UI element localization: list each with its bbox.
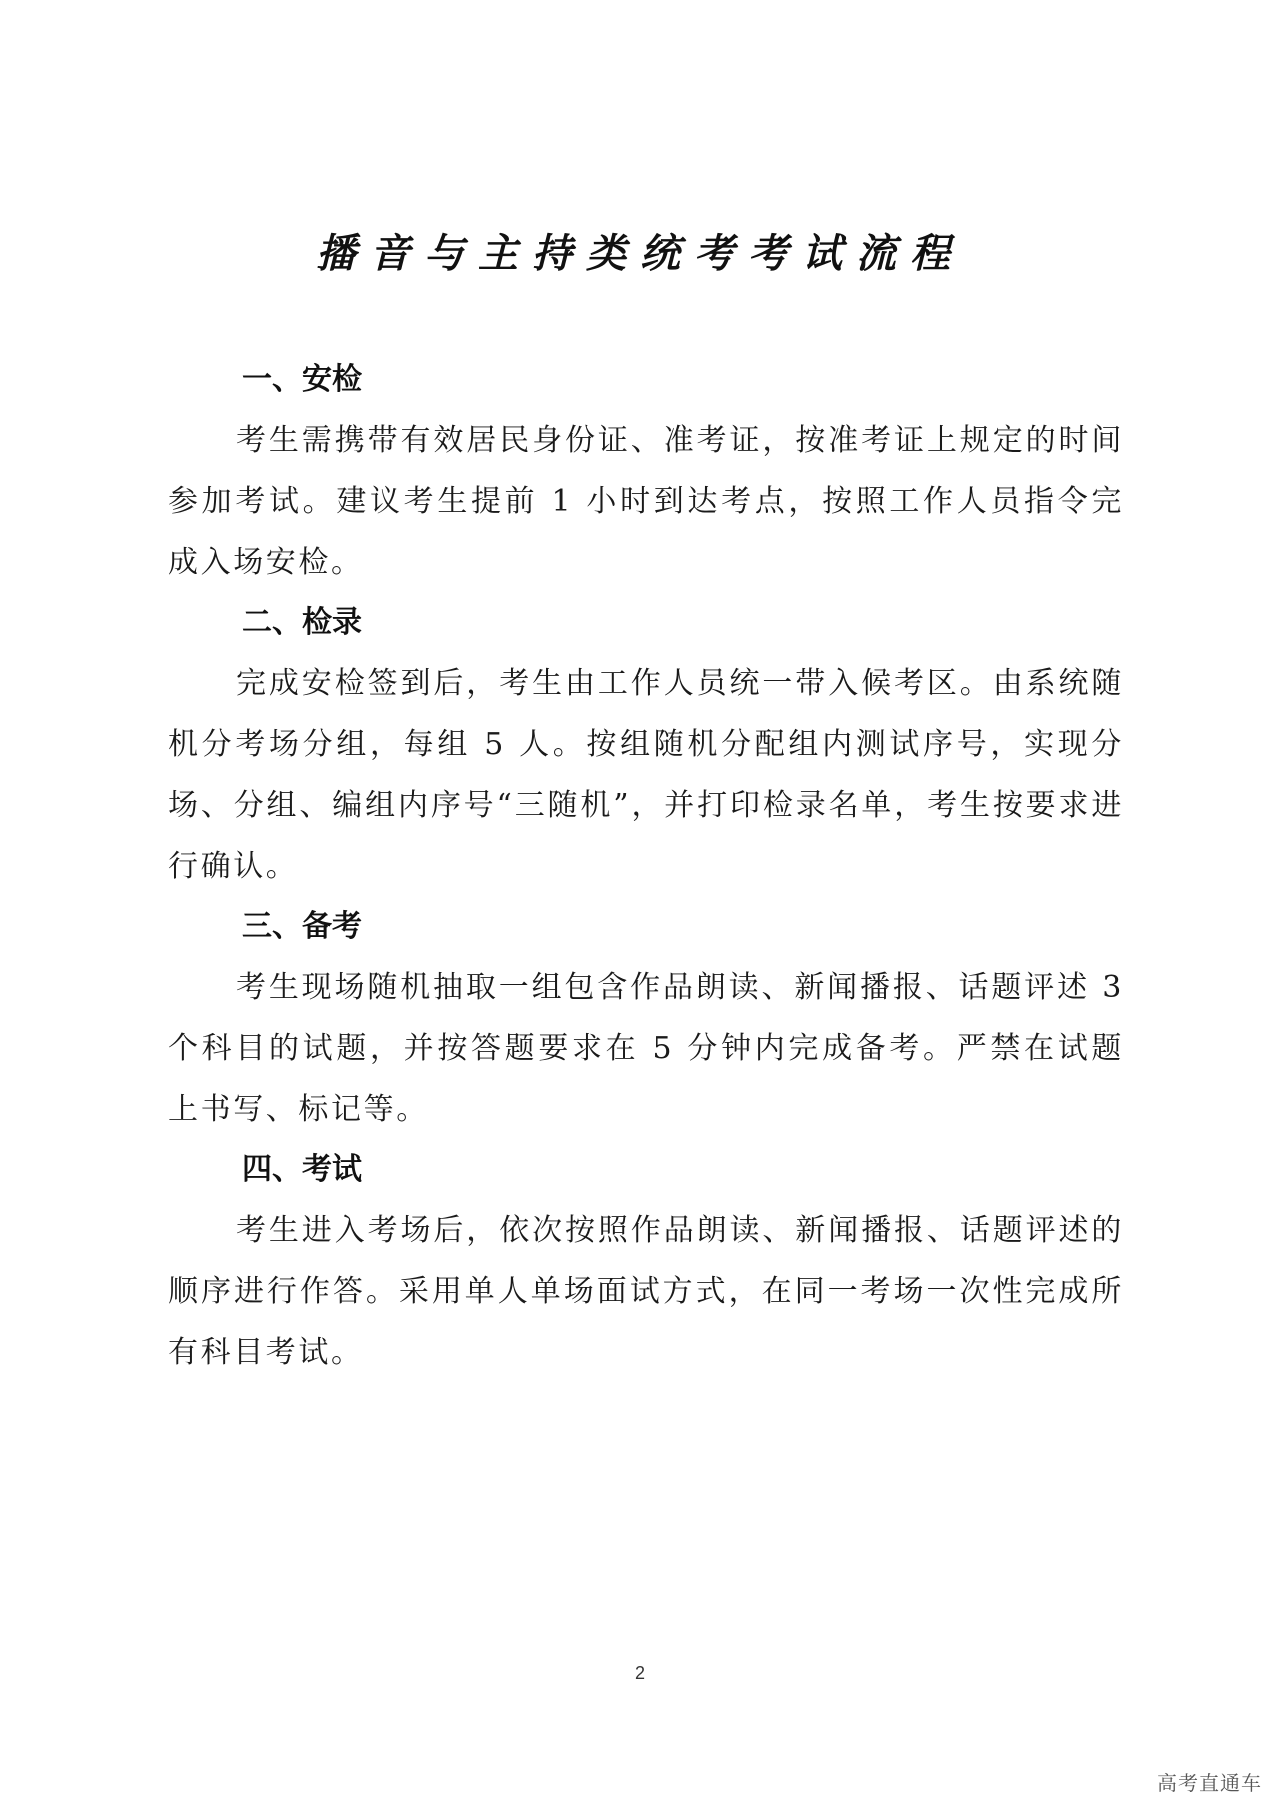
page-number: 2	[634, 1663, 645, 1683]
section-preparation	[168, 897, 1124, 1140]
section-heading: 四、考试	[242, 1152, 362, 1187]
section-paragraph: 考生进入考场后，依次按照作品朗读、新闻播报、话题评述的顺序进行作答。采用单人单场面试方式，在同一考场一次性完成所有科目考试。	[168, 1213, 1124, 1370]
section-heading: 三、备考	[242, 909, 362, 944]
section-check-in	[168, 593, 1124, 897]
section-paragraph: 完成安检签到后，考生由工作人员统一带入候考区。由系统随机分考场分组，每组 5 人。按组随机分配组内测试序号，实现分场、分组、编组内序号“三随机”，并打印检录名单，考生按要求进行确认。	[168, 666, 1124, 884]
section-exam	[168, 1140, 1124, 1383]
document-body	[168, 350, 1124, 1383]
section-security-check	[168, 350, 1124, 593]
watermark-text: 高考直通车	[1157, 1771, 1262, 1795]
section-paragraph: 考生现场随机抽取一组包含作品朗读、新闻播报、话题评述 3 个科目的试题，并按答题要求在 5 分钟内完成备考。严禁在试题上书写、标记等。	[168, 970, 1124, 1127]
section-paragraph: 考生需携带有效居民身份证、准考证，按准考证上规定的时间参加考试。建议考生提前 1 小时到达考点，按照工作人员指令完成入场安检。	[168, 423, 1124, 580]
section-heading: 二、检录	[242, 605, 362, 640]
document-title: 播音与主持类统考考试流程	[316, 230, 964, 277]
section-heading: 一、安检	[242, 362, 362, 397]
